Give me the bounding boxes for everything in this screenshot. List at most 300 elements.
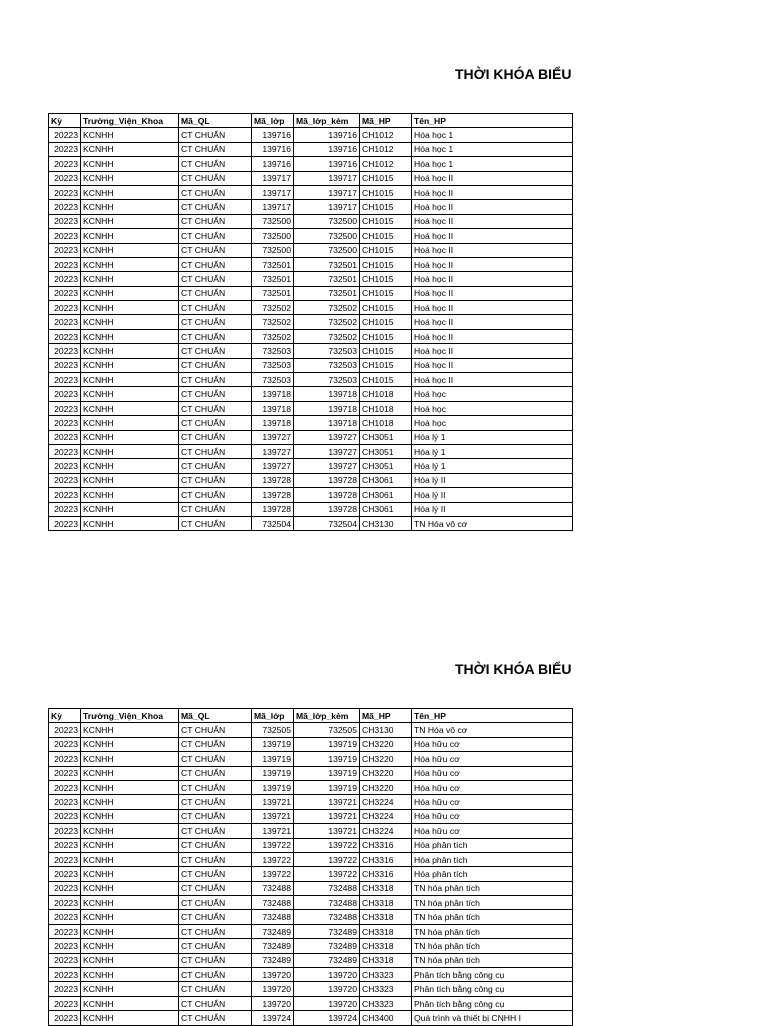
- cell-ky: 20223: [49, 752, 81, 766]
- cell-ma-lop-kem: 732489: [294, 924, 360, 938]
- cell-ma-ql: CT CHUẨN: [179, 780, 252, 794]
- cell-ma-ql: CT CHUẨN: [179, 488, 252, 502]
- cell-truong-vien-khoa: KCNHH: [81, 315, 179, 329]
- cell-ma-hp: CH1015: [360, 214, 412, 228]
- cell-ma-ql: CT CHUẨN: [179, 344, 252, 358]
- cell-ma-lop-kem: 139722: [294, 852, 360, 866]
- cell-ma-ql: CT CHUẨN: [179, 824, 252, 838]
- cell-ten-hp: Hóa lý 1: [412, 430, 573, 444]
- table-row: [49, 737, 573, 751]
- cell-ma-lop: 139717: [252, 185, 294, 199]
- cell-ky: 20223: [49, 430, 81, 444]
- cell-truong-vien-khoa: KCNHH: [81, 924, 179, 938]
- cell-ma-hp: CH1018: [360, 401, 412, 415]
- cell-ma-ql: CT CHUẨN: [179, 185, 252, 199]
- cell-ma-lop: 732488: [252, 881, 294, 895]
- cell-ten-hp: Hoá học II: [412, 243, 573, 257]
- table-header-row: [49, 114, 573, 128]
- cell-truong-vien-khoa: KCNHH: [81, 795, 179, 809]
- cell-ma-hp: CH3316: [360, 867, 412, 881]
- cell-ky: 20223: [49, 171, 81, 185]
- cell-ma-lop: 139721: [252, 824, 294, 838]
- cell-ma-lop: 139719: [252, 766, 294, 780]
- cell-ten-hp: Hóa hữu cơ: [412, 795, 573, 809]
- cell-ky: 20223: [49, 286, 81, 300]
- cell-truong-vien-khoa: KCNHH: [81, 766, 179, 780]
- cell-ky: 20223: [49, 795, 81, 809]
- cell-ma-hp: CH3318: [360, 881, 412, 895]
- sheet-title: THỜI KHÓA BIỂU: [455, 661, 571, 677]
- cell-ma-lop: 732500: [252, 229, 294, 243]
- cell-ma-ql: CT CHUẨN: [179, 953, 252, 967]
- cell-ma-lop: 732502: [252, 329, 294, 343]
- cell-ky: 20223: [49, 982, 81, 996]
- cell-ky: 20223: [49, 358, 81, 372]
- cell-ma-hp: CH3061: [360, 502, 412, 516]
- cell-ma-hp: CH1018: [360, 416, 412, 430]
- cell-ma-lop-kem: 139716: [294, 128, 360, 142]
- cell-ma-ql: CT CHUẨN: [179, 444, 252, 458]
- cell-truong-vien-khoa: KCNHH: [81, 968, 179, 982]
- header-ma-lop: Mã_lớp: [252, 709, 294, 723]
- cell-ma-lop-kem: 139716: [294, 157, 360, 171]
- cell-ma-lop-kem: 139718: [294, 401, 360, 415]
- cell-ma-hp: CH1015: [360, 272, 412, 286]
- cell-ma-ql: CT CHUẨN: [179, 924, 252, 938]
- header-ten-hp: Tên_HP: [412, 709, 573, 723]
- cell-truong-vien-khoa: KCNHH: [81, 996, 179, 1010]
- cell-ten-hp: Hoá học II: [412, 214, 573, 228]
- cell-ma-hp: CH3318: [360, 910, 412, 924]
- cell-ky: 20223: [49, 1011, 81, 1025]
- table-row: [49, 896, 573, 910]
- cell-ma-lop: 732489: [252, 953, 294, 967]
- cell-truong-vien-khoa: KCNHH: [81, 910, 179, 924]
- cell-ky: 20223: [49, 780, 81, 794]
- table-row: [49, 229, 573, 243]
- cell-ten-hp: Hóa học 1: [412, 128, 573, 142]
- cell-ten-hp: TN Hóa vô cơ: [412, 516, 573, 530]
- cell-ma-ql: CT CHUẨN: [179, 968, 252, 982]
- cell-ma-ql: CT CHUẨN: [179, 200, 252, 214]
- cell-ma-ql: CT CHUẨN: [179, 142, 252, 156]
- cell-ma-lop-kem: 139718: [294, 387, 360, 401]
- cell-ma-hp: CH3130: [360, 516, 412, 530]
- cell-truong-vien-khoa: KCNHH: [81, 243, 179, 257]
- cell-ten-hp: Hoá học II: [412, 257, 573, 271]
- cell-ma-lop-kem: 732505: [294, 723, 360, 737]
- cell-ma-hp: CH3130: [360, 723, 412, 737]
- cell-ma-hp: CH3224: [360, 809, 412, 823]
- cell-ma-hp: CH1015: [360, 301, 412, 315]
- cell-truong-vien-khoa: KCNHH: [81, 387, 179, 401]
- cell-ky: 20223: [49, 142, 81, 156]
- cell-ma-hp: CH1015: [360, 315, 412, 329]
- cell-ma-hp: CH1015: [360, 358, 412, 372]
- cell-ma-lop-kem: 139720: [294, 968, 360, 982]
- cell-ky: 20223: [49, 473, 81, 487]
- timetable-table: [48, 113, 573, 531]
- table-row: [49, 142, 573, 156]
- table-row: [49, 996, 573, 1010]
- cell-truong-vien-khoa: KCNHH: [81, 185, 179, 199]
- table-row: [49, 924, 573, 938]
- cell-ma-hp: CH1015: [360, 329, 412, 343]
- cell-ten-hp: Hoá học II: [412, 315, 573, 329]
- cell-ma-lop-kem: 139719: [294, 737, 360, 751]
- cell-ten-hp: Hoá học II: [412, 229, 573, 243]
- cell-ma-hp: CH3220: [360, 752, 412, 766]
- cell-ma-lop: 732501: [252, 286, 294, 300]
- cell-ten-hp: Hóa hữu cơ: [412, 766, 573, 780]
- cell-ten-hp: TN hóa phân tích: [412, 910, 573, 924]
- cell-ma-lop-kem: 732500: [294, 214, 360, 228]
- cell-truong-vien-khoa: KCNHH: [81, 473, 179, 487]
- sheet-title: THỜI KHÓA BIỂU: [455, 66, 571, 82]
- cell-ma-lop: 139716: [252, 142, 294, 156]
- cell-ma-lop: 139720: [252, 996, 294, 1010]
- cell-ma-hp: CH3323: [360, 982, 412, 996]
- cell-ky: 20223: [49, 824, 81, 838]
- cell-ma-ql: CT CHUẨN: [179, 1011, 252, 1025]
- cell-ma-lop: 139719: [252, 737, 294, 751]
- table-header-row: [49, 709, 573, 723]
- cell-ma-lop-kem: 732501: [294, 272, 360, 286]
- cell-truong-vien-khoa: KCNHH: [81, 200, 179, 214]
- cell-ky: 20223: [49, 315, 81, 329]
- cell-ky: 20223: [49, 229, 81, 243]
- cell-ten-hp: Hoá học: [412, 416, 573, 430]
- cell-ma-ql: CT CHUẨN: [179, 723, 252, 737]
- cell-ma-lop: 732503: [252, 373, 294, 387]
- cell-ky: 20223: [49, 838, 81, 852]
- cell-ma-lop-kem: 732500: [294, 229, 360, 243]
- cell-ma-lop-kem: 732502: [294, 315, 360, 329]
- cell-ma-hp: CH1015: [360, 185, 412, 199]
- cell-ma-lop: 732488: [252, 910, 294, 924]
- cell-ma-hp: CH3400: [360, 1011, 412, 1025]
- cell-ky: 20223: [49, 416, 81, 430]
- cell-ma-hp: CH1015: [360, 257, 412, 271]
- cell-truong-vien-khoa: KCNHH: [81, 459, 179, 473]
- cell-ma-hp: CH1015: [360, 344, 412, 358]
- cell-ma-lop: 732505: [252, 723, 294, 737]
- cell-ma-lop: 732488: [252, 896, 294, 910]
- cell-ma-lop: 139728: [252, 473, 294, 487]
- cell-ma-ql: CT CHUẨN: [179, 430, 252, 444]
- table-row: [49, 488, 573, 502]
- cell-ky: 20223: [49, 157, 81, 171]
- cell-ten-hp: Hóa lý II: [412, 488, 573, 502]
- cell-truong-vien-khoa: KCNHH: [81, 723, 179, 737]
- cell-ma-lop: 139728: [252, 502, 294, 516]
- cell-truong-vien-khoa: KCNHH: [81, 737, 179, 751]
- table-row: [49, 968, 573, 982]
- table-row: [49, 502, 573, 516]
- cell-truong-vien-khoa: KCNHH: [81, 444, 179, 458]
- cell-ma-hp: CH1012: [360, 128, 412, 142]
- cell-ma-lop-kem: 139720: [294, 996, 360, 1010]
- table-row: [49, 982, 573, 996]
- cell-ten-hp: Hóa hữu cơ: [412, 780, 573, 794]
- table-row: [49, 752, 573, 766]
- cell-ten-hp: Hóa phân tích: [412, 867, 573, 881]
- cell-ten-hp: TN hóa phân tích: [412, 939, 573, 953]
- table-row: [49, 824, 573, 838]
- header-truong-vien-khoa: Trường_Viện_Khoa: [81, 114, 179, 128]
- cell-truong-vien-khoa: KCNHH: [81, 809, 179, 823]
- cell-ma-ql: CT CHUẨN: [179, 171, 252, 185]
- table-row: [49, 1011, 573, 1025]
- cell-ma-lop: 139728: [252, 488, 294, 502]
- cell-truong-vien-khoa: KCNHH: [81, 257, 179, 271]
- cell-ma-lop: 139718: [252, 416, 294, 430]
- cell-ma-lop: 139718: [252, 387, 294, 401]
- header-truong-vien-khoa: Trường_Viện_Khoa: [81, 709, 179, 723]
- cell-ky: 20223: [49, 373, 81, 387]
- cell-truong-vien-khoa: KCNHH: [81, 344, 179, 358]
- table-row: [49, 128, 573, 142]
- cell-ma-lop-kem: 139719: [294, 780, 360, 794]
- cell-ma-lop: 139724: [252, 1011, 294, 1025]
- cell-ma-ql: CT CHUẨN: [179, 315, 252, 329]
- cell-ma-lop: 139716: [252, 157, 294, 171]
- cell-ky: 20223: [49, 516, 81, 530]
- cell-ma-lop: 139720: [252, 982, 294, 996]
- table-row: [49, 272, 573, 286]
- cell-ma-ql: CT CHUẨN: [179, 737, 252, 751]
- cell-ma-ql: CT CHUẨN: [179, 809, 252, 823]
- cell-ma-ql: CT CHUẨN: [179, 243, 252, 257]
- cell-ma-hp: CH1012: [360, 142, 412, 156]
- cell-ma-hp: CH3316: [360, 852, 412, 866]
- table-row: [49, 286, 573, 300]
- cell-ma-lop-kem: 139727: [294, 430, 360, 444]
- cell-ma-ql: CT CHUẨN: [179, 229, 252, 243]
- cell-ky: 20223: [49, 387, 81, 401]
- cell-ma-lop-kem: 732488: [294, 896, 360, 910]
- cell-ma-hp: CH3051: [360, 444, 412, 458]
- table-row: [49, 809, 573, 823]
- cell-ma-ql: CT CHUẨN: [179, 838, 252, 852]
- cell-ma-lop-kem: 732501: [294, 257, 360, 271]
- cell-ten-hp: Hóa lý 1: [412, 459, 573, 473]
- cell-ten-hp: Hóa hữu cơ: [412, 737, 573, 751]
- table-row: [49, 416, 573, 430]
- cell-truong-vien-khoa: KCNHH: [81, 502, 179, 516]
- cell-ma-ql: CT CHUẨN: [179, 286, 252, 300]
- cell-ma-lop: 732489: [252, 939, 294, 953]
- cell-ma-hp: CH3051: [360, 459, 412, 473]
- cell-ma-hp: CH3220: [360, 780, 412, 794]
- cell-ma-lop-kem: 732502: [294, 329, 360, 343]
- cell-ky: 20223: [49, 953, 81, 967]
- cell-truong-vien-khoa: KCNHH: [81, 752, 179, 766]
- cell-ky: 20223: [49, 996, 81, 1010]
- table-row: [49, 200, 573, 214]
- header-ma-lop-kem: Mã_lớp_kèm: [294, 114, 360, 128]
- cell-ma-lop: 139727: [252, 430, 294, 444]
- table-row: [49, 373, 573, 387]
- cell-ma-lop-kem: 732489: [294, 953, 360, 967]
- cell-ma-ql: CT CHUẨN: [179, 358, 252, 372]
- cell-ma-hp: CH3220: [360, 737, 412, 751]
- cell-ten-hp: Hóa phân tích: [412, 838, 573, 852]
- header-ky: Kỳ: [49, 709, 81, 723]
- cell-ten-hp: Quá trình và thiết bị CNHH I: [412, 1011, 573, 1025]
- cell-ma-lop: 139719: [252, 780, 294, 794]
- cell-ma-lop-kem: 139727: [294, 459, 360, 473]
- header-ma-hp: Mã_HP: [360, 709, 412, 723]
- cell-ma-ql: CT CHUẨN: [179, 128, 252, 142]
- cell-ten-hp: Hoá học II: [412, 185, 573, 199]
- cell-ten-hp: Hoá học II: [412, 344, 573, 358]
- cell-truong-vien-khoa: KCNHH: [81, 286, 179, 300]
- cell-ma-lop-kem: 139721: [294, 809, 360, 823]
- cell-ky: 20223: [49, 257, 81, 271]
- cell-ma-lop-kem: 732502: [294, 301, 360, 315]
- cell-ma-hp: CH3318: [360, 953, 412, 967]
- timetable-table: [48, 708, 573, 1026]
- cell-ma-ql: CT CHUẨN: [179, 401, 252, 415]
- cell-truong-vien-khoa: KCNHH: [81, 430, 179, 444]
- cell-ma-lop: 139719: [252, 752, 294, 766]
- cell-ma-hp: CH1015: [360, 286, 412, 300]
- cell-ma-lop: 732503: [252, 344, 294, 358]
- table-row: [49, 243, 573, 257]
- cell-truong-vien-khoa: KCNHH: [81, 516, 179, 530]
- cell-ma-lop-kem: 139728: [294, 473, 360, 487]
- header-ten-hp: Tên_HP: [412, 114, 573, 128]
- cell-ma-lop-kem: 139719: [294, 766, 360, 780]
- table-row: [49, 315, 573, 329]
- cell-truong-vien-khoa: KCNHH: [81, 229, 179, 243]
- cell-ma-lop: 139727: [252, 459, 294, 473]
- cell-ten-hp: Hóa lý II: [412, 473, 573, 487]
- table-row: [49, 939, 573, 953]
- cell-ma-ql: CT CHUẨN: [179, 867, 252, 881]
- cell-ma-lop-kem: 732488: [294, 910, 360, 924]
- cell-ma-lop: 139721: [252, 809, 294, 823]
- header-ky: Kỳ: [49, 114, 81, 128]
- cell-ma-lop: 732503: [252, 358, 294, 372]
- cell-ma-lop-kem: 732501: [294, 286, 360, 300]
- cell-ma-ql: CT CHUẨN: [179, 752, 252, 766]
- table-row: [49, 473, 573, 487]
- cell-ma-ql: CT CHUẨN: [179, 214, 252, 228]
- cell-ky: 20223: [49, 737, 81, 751]
- cell-truong-vien-khoa: KCNHH: [81, 824, 179, 838]
- cell-ma-hp: CH3061: [360, 488, 412, 502]
- cell-ma-lop-kem: 139717: [294, 171, 360, 185]
- table-row: [49, 301, 573, 315]
- cell-ma-lop: 732501: [252, 272, 294, 286]
- cell-ten-hp: TN Hóa vô cơ: [412, 723, 573, 737]
- cell-ky: 20223: [49, 867, 81, 881]
- cell-ma-lop-kem: 732500: [294, 243, 360, 257]
- cell-truong-vien-khoa: KCNHH: [81, 301, 179, 315]
- cell-ten-hp: TN hóa phân tích: [412, 881, 573, 895]
- cell-ky: 20223: [49, 128, 81, 142]
- table-row: [49, 185, 573, 199]
- cell-ten-hp: Hoá học II: [412, 301, 573, 315]
- cell-ma-hp: CH3224: [360, 795, 412, 809]
- cell-ma-lop-kem: 139721: [294, 824, 360, 838]
- cell-truong-vien-khoa: KCNHH: [81, 128, 179, 142]
- cell-truong-vien-khoa: KCNHH: [81, 401, 179, 415]
- cell-ky: 20223: [49, 502, 81, 516]
- cell-ky: 20223: [49, 344, 81, 358]
- cell-ky: 20223: [49, 488, 81, 502]
- cell-ten-hp: Phân tích bằng công cụ: [412, 982, 573, 996]
- cell-ten-hp: Hóa học 1: [412, 142, 573, 156]
- cell-ma-lop: 732502: [252, 315, 294, 329]
- cell-ky: 20223: [49, 459, 81, 473]
- cell-ma-hp: CH1015: [360, 243, 412, 257]
- table-row: [49, 723, 573, 737]
- cell-ma-ql: CT CHUẨN: [179, 473, 252, 487]
- cell-ten-hp: Hoá học II: [412, 272, 573, 286]
- table-row: [49, 430, 573, 444]
- cell-ma-lop: 139716: [252, 128, 294, 142]
- cell-truong-vien-khoa: KCNHH: [81, 838, 179, 852]
- cell-truong-vien-khoa: KCNHH: [81, 953, 179, 967]
- cell-ma-lop-kem: 732503: [294, 358, 360, 372]
- cell-ma-hp: CH1015: [360, 229, 412, 243]
- cell-ten-hp: Hóa hữu cơ: [412, 752, 573, 766]
- cell-ma-lop: 139722: [252, 867, 294, 881]
- cell-ma-lop: 732501: [252, 257, 294, 271]
- table-row: [49, 881, 573, 895]
- cell-truong-vien-khoa: KCNHH: [81, 939, 179, 953]
- cell-ma-ql: CT CHUẨN: [179, 157, 252, 171]
- cell-ma-lop: 732502: [252, 301, 294, 315]
- cell-ma-ql: CT CHUẨN: [179, 896, 252, 910]
- cell-ky: 20223: [49, 968, 81, 982]
- cell-ten-hp: Hoá học II: [412, 373, 573, 387]
- cell-truong-vien-khoa: KCNHH: [81, 157, 179, 171]
- cell-ky: 20223: [49, 924, 81, 938]
- cell-ma-ql: CT CHUẨN: [179, 881, 252, 895]
- cell-truong-vien-khoa: KCNHH: [81, 373, 179, 387]
- table-row: [49, 838, 573, 852]
- cell-ma-lop-kem: 139721: [294, 795, 360, 809]
- cell-ky: 20223: [49, 881, 81, 895]
- cell-ma-hp: CH3318: [360, 896, 412, 910]
- cell-ten-hp: Hoá học II: [412, 286, 573, 300]
- cell-ma-ql: CT CHUẨN: [179, 272, 252, 286]
- cell-ma-hp: CH3061: [360, 473, 412, 487]
- cell-truong-vien-khoa: KCNHH: [81, 416, 179, 430]
- cell-truong-vien-khoa: KCNHH: [81, 1011, 179, 1025]
- cell-ten-hp: Hóa phân tích: [412, 852, 573, 866]
- table-row: [49, 344, 573, 358]
- cell-ma-lop-kem: 139717: [294, 185, 360, 199]
- cell-ma-hp: CH3051: [360, 430, 412, 444]
- cell-ma-hp: CH1015: [360, 171, 412, 185]
- cell-ma-ql: CT CHUẨN: [179, 852, 252, 866]
- cell-truong-vien-khoa: KCNHH: [81, 852, 179, 866]
- cell-ma-lop-kem: 732504: [294, 516, 360, 530]
- cell-ma-lop-kem: 139728: [294, 488, 360, 502]
- cell-ky: 20223: [49, 214, 81, 228]
- cell-ten-hp: Hoá học II: [412, 329, 573, 343]
- cell-ma-lop-kem: 732503: [294, 373, 360, 387]
- header-ma-lop-kem: Mã_lớp_kèm: [294, 709, 360, 723]
- cell-ky: 20223: [49, 723, 81, 737]
- cell-ten-hp: Phân tích bằng công cụ: [412, 968, 573, 982]
- cell-ten-hp: TN hóa phân tích: [412, 896, 573, 910]
